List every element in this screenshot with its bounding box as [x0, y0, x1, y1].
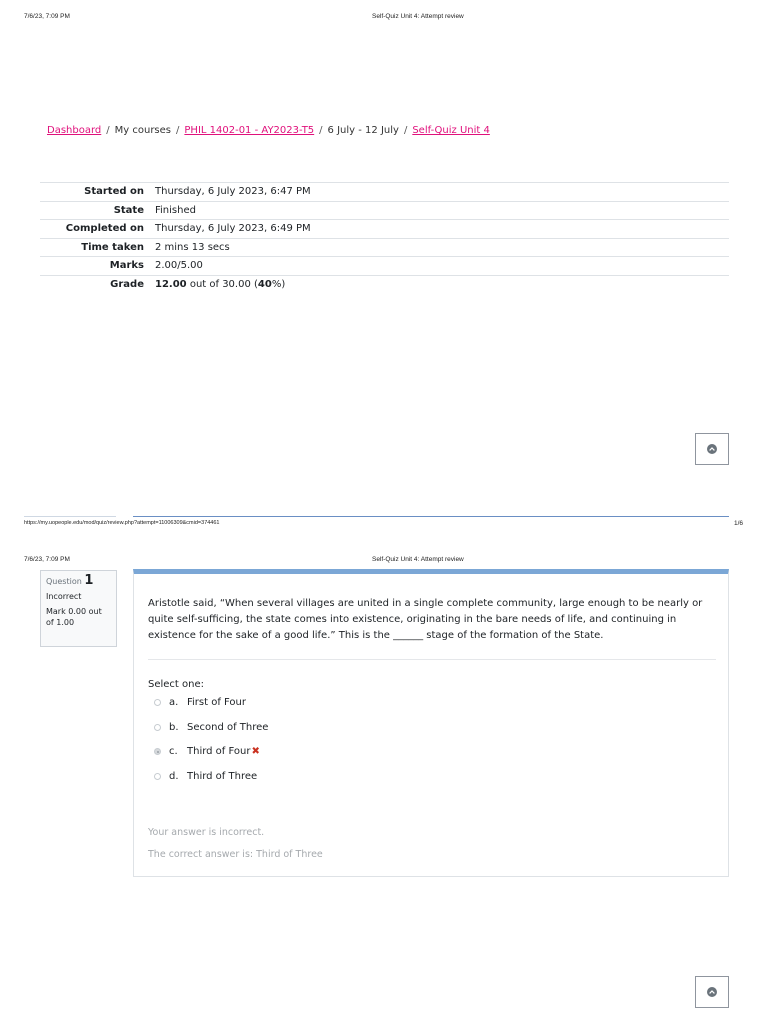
- grade-score: 12.00: [155, 278, 187, 290]
- question-status: Incorrect: [46, 592, 82, 601]
- option-letter: a.: [169, 697, 179, 708]
- summary-label: Time taken: [40, 238, 155, 257]
- option-letter: c.: [169, 746, 178, 757]
- print-datetime: 7/6/23, 7:09 PM: [24, 13, 70, 20]
- radio-icon[interactable]: [154, 773, 161, 780]
- summary-row-grade: [40, 275, 729, 293]
- option-text: Third of Four: [187, 746, 251, 757]
- radio-selected-icon[interactable]: [154, 748, 161, 755]
- summary-value: Thursday, 6 July 2023, 6:47 PM: [155, 183, 729, 202]
- grade-text: out of 30.00 (: [186, 278, 258, 290]
- summary-value: 2 mins 13 secs: [155, 238, 729, 257]
- grade-text-end: %): [271, 278, 286, 290]
- summary-row: [40, 238, 729, 257]
- chevron-up-circle-icon: [707, 444, 717, 454]
- answer-option-a[interactable]: [154, 697, 246, 708]
- print-title: Self-Quiz Unit 4: Attempt review: [372, 556, 464, 563]
- breadcrumb-quiz-link[interactable]: Self-Quiz Unit 4: [412, 125, 490, 136]
- breadcrumb-my-courses: My courses: [114, 125, 172, 136]
- summary-label: Started on: [40, 183, 155, 202]
- question-info: [40, 570, 117, 647]
- page-footer-divider: [133, 516, 729, 517]
- chevron-up-circle-icon: [707, 987, 717, 997]
- summary-label: State: [40, 201, 155, 220]
- print-datetime: 7/6/23, 7:09 PM: [24, 556, 70, 563]
- breadcrumb-separator: /: [106, 125, 110, 136]
- back-to-top-button[interactable]: [695, 976, 729, 1008]
- breadcrumb-week: 6 July - 12 July: [327, 125, 399, 136]
- attempt-summary-table: [40, 182, 729, 293]
- back-to-top-button[interactable]: [695, 433, 729, 465]
- print-url: https://my.uopeople.edu/mod/quiz/review.php?attempt=11006309&cmid=374461: [24, 520, 220, 526]
- answer-option-d[interactable]: [154, 771, 257, 782]
- option-letter: b.: [169, 722, 179, 733]
- breadcrumb-course-link[interactable]: PHIL 1402-01 - AY2023-T5: [184, 125, 315, 136]
- answer-feedback: Your answer is incorrect.: [148, 827, 265, 838]
- question-text: Aristotle said, “When several villages are united in a single complete community, large enough to be nearly or quite self-sufficing, the state comes into existence, originating in the bare needs of life, and continuing in existence for the sake of a good life.” This is the ______ stage of the formation of the State.: [148, 598, 703, 641]
- summary-row: [40, 201, 729, 220]
- radio-icon[interactable]: [154, 699, 161, 706]
- answer-option-b[interactable]: [154, 722, 268, 733]
- breadcrumb: [47, 125, 490, 136]
- cross-icon: ✖: [251, 746, 260, 757]
- option-text: First of Four: [187, 697, 247, 708]
- question-number: Question 1: [46, 573, 94, 588]
- option-text: Second of Three: [187, 722, 269, 733]
- breadcrumb-separator: /: [176, 125, 180, 136]
- breadcrumb-separator: /: [403, 125, 408, 136]
- print-page-number: 1/6: [734, 520, 744, 527]
- question-divider: [148, 659, 716, 660]
- correct-answer: The correct answer is: Third of Three: [148, 849, 323, 860]
- option-letter: d.: [169, 771, 179, 782]
- radio-icon[interactable]: [154, 724, 161, 731]
- summary-value: Finished: [155, 201, 729, 220]
- breadcrumb-dashboard-link[interactable]: Dashboard: [47, 125, 102, 136]
- summary-row: [40, 257, 729, 276]
- question-mark: Mark 0.00 out of 1.00: [46, 607, 102, 627]
- option-text: Third of Three: [187, 771, 258, 782]
- breadcrumb-separator: /: [319, 125, 323, 136]
- grade-value: [155, 275, 729, 293]
- print-title: Self-Quiz Unit 4: Attempt review: [372, 13, 464, 20]
- summary-value: Thursday, 6 July 2023, 6:49 PM: [155, 220, 729, 239]
- answer-option-c[interactable]: [154, 746, 260, 757]
- grade-percent: 40: [257, 278, 272, 290]
- summary-label: Marks: [40, 257, 155, 276]
- answer-prompt: Select one:: [148, 679, 205, 690]
- question-content: [133, 569, 729, 877]
- summary-row: [40, 183, 729, 202]
- summary-row: [40, 220, 729, 239]
- summary-label: Completed on: [40, 220, 155, 239]
- summary-value: 2.00/5.00: [155, 257, 729, 276]
- page-footer-divider: [24, 516, 116, 517]
- summary-label: Grade: [40, 275, 155, 293]
